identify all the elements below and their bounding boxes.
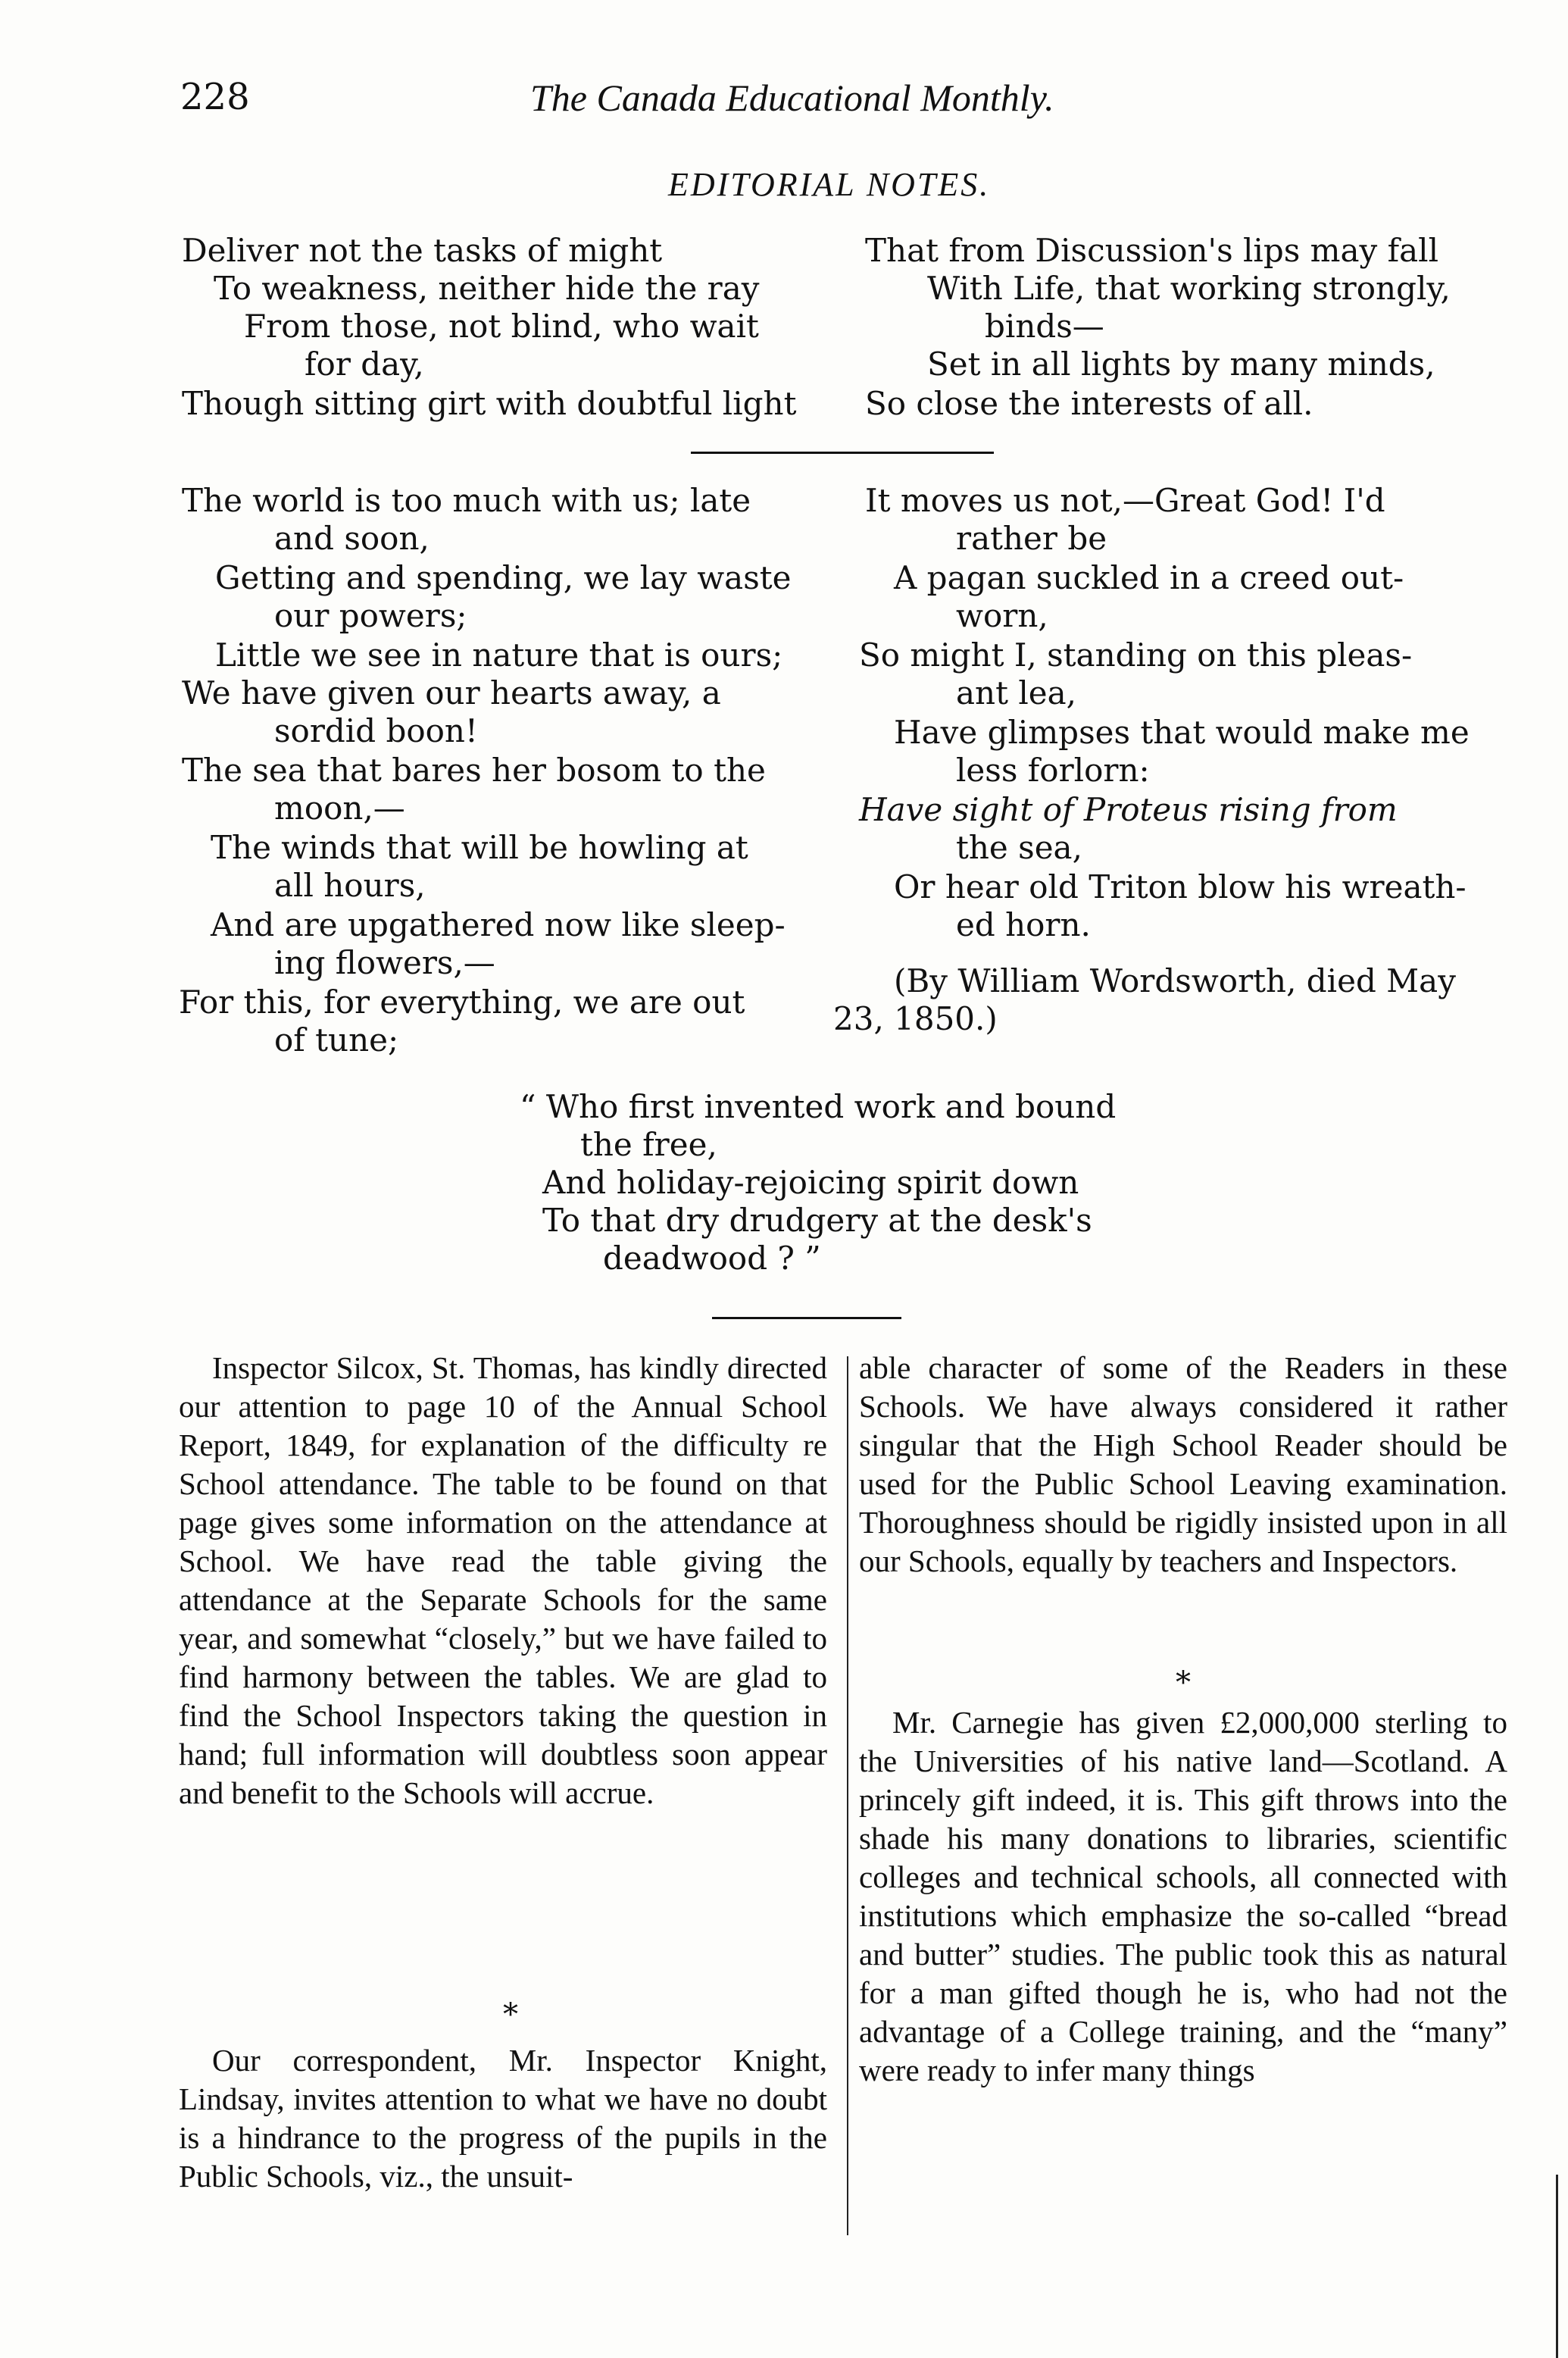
paragraph: able character of some of the Readers in these Schools. We have always considered it rather singular that the High School Reader should be used for the Public School Leaving examination. Thoroughness should be rigidly insisted upon in all our Schools, equally by teachers and Inspectors. <box>859 1350 1507 1578</box>
poem1-left-line: for day, <box>305 346 424 383</box>
poem2-left-line: our powers; <box>274 597 467 634</box>
paragraph: Inspector Silcox, St. Thomas, has kindly directed our attention to page 10 of the Annual School Report, 1849, for explanation of the difficulty re School attendance. The table to be found on that page gives some information on the attendance at School. We have read the table giving the attendance at the Separate Schools for the same year, and somewhat “closely,” but we have failed to find harmony between the tables. We are glad to find the School Inspectors taking the question in hand; full information will doubtless soon appear and benefit to the Schools will accrue. <box>179 1350 827 1810</box>
poem2-left-line: The winds that will be howling at <box>211 829 748 866</box>
poem1-right-line: Set in all lights by many minds, <box>927 346 1435 383</box>
poem1-right-line: So close the interests of all. <box>865 385 1313 422</box>
poem2-right-line: Have sight of Proteus rising from <box>859 791 1398 828</box>
section-title: EDITORIAL NOTES. <box>668 166 991 203</box>
quote-line: To that dry drudgery at the desk's <box>542 1202 1092 1239</box>
poem2-left-line: sordid boon! <box>274 712 478 749</box>
quote-line: “ Who first invented work and bound <box>520 1088 1117 1125</box>
poem2-left-line: ing flowers,— <box>274 944 495 981</box>
page-edge-mark <box>1556 2175 1558 2358</box>
poem2-left-line: And are upgathered now like sleep- <box>211 906 786 943</box>
quote-line: the free, <box>580 1126 717 1163</box>
poem1-left-line: Though sitting girt with doubtful light <box>182 385 797 422</box>
poem2-right-line: Have glimpses that would make me <box>894 714 1470 751</box>
quote-line: deadwood ? ” <box>603 1240 821 1277</box>
poem2-right-line: worn, <box>956 597 1048 634</box>
poem1-right-line: That from Discussion's lips may fall <box>865 232 1439 269</box>
poem2-left-line: For this, for everything, we are out <box>179 984 745 1021</box>
right-column <box>859 1349 1507 1581</box>
poem2-left-line: Little we see in nature that is ours; <box>215 636 783 674</box>
poem2-left-line: The sea that bares her bosom to the <box>182 752 766 789</box>
paragraph: Mr. Carnegie has given £2,000,000 sterling to the Universities of his native land—Scotland. A princely gift indeed, it is. This gift throws into the shade his many donations to libraries, scientific colleges and technical schools, all connected with institutions which emphasize the so-called “bread and butter” studies. The public took this as natural for a man gifted though he is, who had not the advantage of a College training, and the “many” were ready to infer many things <box>859 1705 1507 2087</box>
poem1-left-line: From those, not blind, who wait <box>244 308 759 345</box>
poem2-right-line: ant lea, <box>956 674 1076 711</box>
poem2-left-line: of tune; <box>274 1021 399 1059</box>
attribution-line: 23, 1850.) <box>833 1000 998 1037</box>
poem1-right-line: With Life, that working strongly, <box>927 270 1451 307</box>
right-column-cont <box>859 1703 1507 2090</box>
poem2-left-line: Getting and spending, we lay waste <box>215 559 792 596</box>
section-divider <box>691 452 994 454</box>
poem2-left-line: moon,— <box>274 790 405 827</box>
separator-asterisk: * <box>1176 1665 1191 1700</box>
poem2-left-line: We have given our hearts away, a <box>182 674 721 711</box>
attribution-line: (By William Wordsworth, died May <box>894 962 1456 999</box>
poem2-right-line: Or hear old Triton blow his wreath- <box>894 868 1466 905</box>
poem2-right-line: ed horn. <box>956 906 1091 943</box>
poem2-left-line: all hours, <box>274 867 426 904</box>
running-title: The Canada Educational Monthly. <box>530 77 1054 119</box>
poem2-right-line: the sea, <box>956 829 1082 866</box>
poem1-left-line: Deliver not the tasks of might <box>182 232 663 269</box>
section-divider <box>712 1317 901 1319</box>
poem2-right-line: It moves us not,—Great God! I'd <box>865 482 1385 519</box>
quote-line: And holiday-rejoicing spirit down <box>542 1164 1079 1201</box>
poem1-right-line: binds— <box>985 308 1104 345</box>
poem2-right-line: A pagan suckled in a creed out- <box>894 559 1404 596</box>
poem2-right-line: So might I, standing on this pleas- <box>859 636 1413 674</box>
separator-asterisk: * <box>503 1997 518 2032</box>
poem2-right-line: rather be <box>956 520 1107 557</box>
column-divider <box>847 1356 848 2235</box>
paragraph: Our correspondent, Mr. Inspector Knight, Lindsay, invites attention to what we have no doubt is a hindrance to the progress of the pupils in the Public Schools, viz., the unsuit- <box>179 2043 827 2194</box>
page-number: 228 <box>180 76 250 118</box>
poem2-right-line: less forlorn: <box>956 752 1150 789</box>
poem2-left-line: The world is too much with us; late <box>182 482 751 519</box>
left-column <box>179 1349 827 1812</box>
poem2-left-line: and soon, <box>274 520 429 557</box>
poem1-left-line: To weakness, neither hide the ray <box>214 270 760 307</box>
left-column-cont <box>179 2041 827 2196</box>
